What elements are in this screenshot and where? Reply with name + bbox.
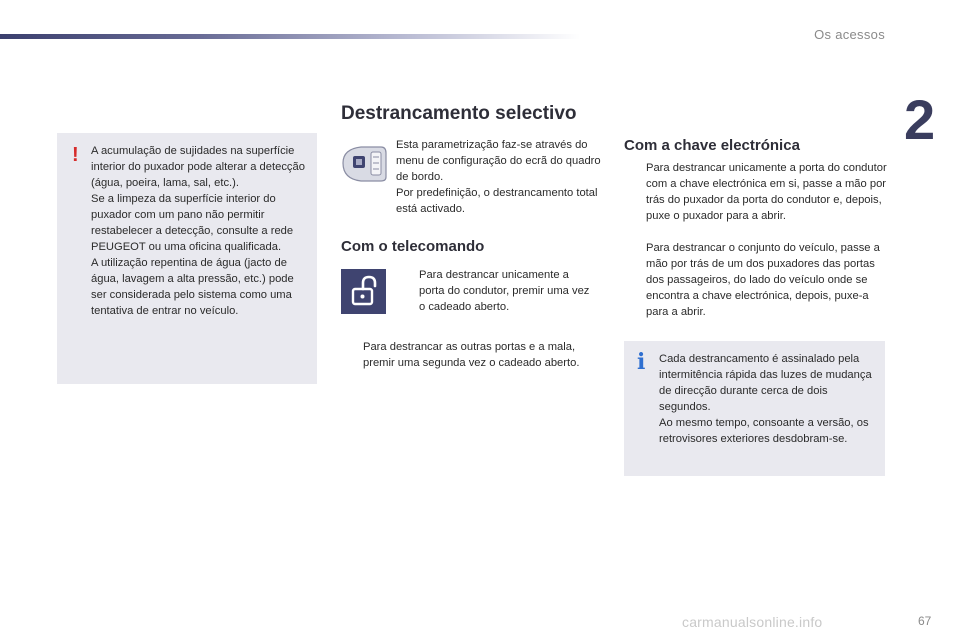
info-box [624, 341, 885, 476]
open-padlock-button-icon [341, 269, 386, 314]
steering-control-icon [341, 143, 387, 183]
list-item [624, 240, 890, 320]
intro-paragraph: Esta parametrização faz-se através do menu de configuração do ecrã do quadro de bordo. [396, 139, 601, 183]
bullet-text: Para destrancar o conjunto do veículo, passe a mão por trás de um dos puxadores das portas dos passageiros, do lado do veículo onde se encontra a chave electrónica, depois, puxe-a para a abrir. [646, 242, 880, 318]
warning-paragraph: A acumulação de sujidades na superfície interior do puxador pode alterar a detecção (água, poeira, lama, sal, etc.). [91, 145, 305, 189]
watermark: carmanualsonline.info [682, 614, 823, 630]
unlock-icon [341, 269, 386, 314]
bullet-text: Para destrancar unicamente a porta do condutor, premir uma vez o cadeado aberto. [419, 269, 590, 313]
chapter-number: 2 [904, 88, 936, 151]
info-text [659, 351, 881, 447]
page-number: 67 [918, 614, 932, 628]
list-item [624, 160, 890, 224]
info-paragraph: Ao mesmo tempo, consoante a versão, os retrovisores exteriores desdobram-se. [659, 417, 869, 445]
header-gradient-bar [0, 34, 580, 39]
remote-heading: Com o telecomando [341, 238, 485, 255]
bullet-text: Para destrancar as outras portas e a mala, premir uma segunda vez o cadeado aberto. [363, 341, 580, 369]
intro-paragraph: Por predefinição, o destrancamento total está activado. [396, 187, 598, 215]
list-item [341, 339, 603, 371]
intro-text [396, 137, 601, 217]
info-paragraph: Cada destrancamento é assinalado pela intermitência rápida das luzes de mudança de direcção durante cerca de dois segundos. [659, 353, 872, 413]
warning-paragraph: A utilização repentina de água (jacto de água, lavagem a alta pressão, etc.) pode ser considerada pelo sistema como uma tentativa de entrar no veículo. [91, 257, 294, 317]
warning-text [91, 143, 307, 319]
section-name: Os acessos [814, 27, 885, 42]
warning-icon: ! [72, 144, 79, 166]
key-heading: Com a chave electrónica [624, 137, 800, 154]
warning-paragraph: Se a limpeza da superfície interior do puxador com um pano não permitir restabelecer a detecção, consulte a rede PEUGEOT ou uma oficina qualificada. [91, 193, 294, 253]
page-title: Destrancamento selectivo [341, 103, 577, 124]
bullet-text: Para destrancar unicamente a porta do condutor com a chave electrónica em si, passe a mão por trás do puxador da porta do condutor e, depois, puxe o puxador para a abrir. [646, 162, 887, 222]
warning-box [57, 133, 317, 384]
list-item [397, 267, 597, 315]
info-icon: i [637, 349, 646, 375]
